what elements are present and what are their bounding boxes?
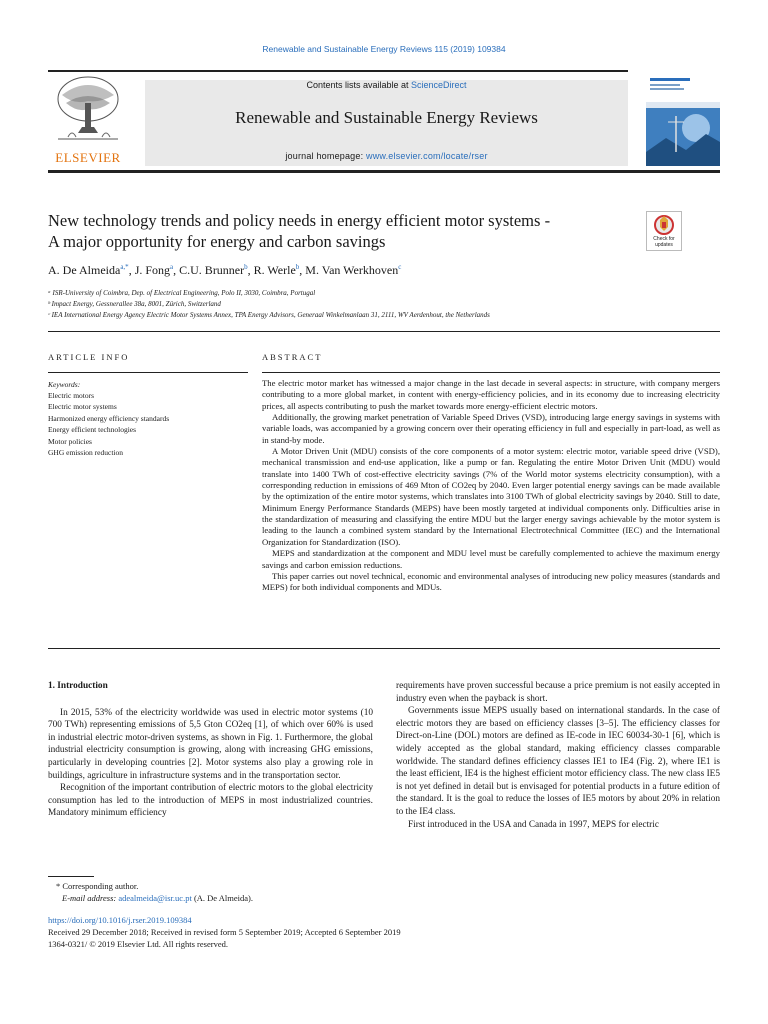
crossmark-label: Check for updates bbox=[653, 236, 675, 248]
footnote-rule bbox=[48, 876, 94, 877]
journal-reference-link[interactable]: Renewable and Sustainable Energy Reviews 115 (2019) 109384 bbox=[262, 44, 506, 54]
sciencedirect-link[interactable]: ScienceDirect bbox=[411, 80, 467, 90]
doi-link[interactable]: https://doi.org/10.1016/j.rser.2019.109384 bbox=[48, 915, 192, 925]
article-info-rule bbox=[48, 372, 248, 373]
abstract-paragraph: Additionally, the growing market penetration of Variable Speed Drives (VSD), introducing large energy savings in systems with variable loads, was accompanied by a growing concern over their operating efficiency in full and especially in part-load, as well as in stand-by mode. bbox=[262, 412, 720, 445]
article-title-line-2: A major opportunity for energy and carbon savings bbox=[48, 232, 386, 251]
corresponding-author-note: * Corresponding author. bbox=[56, 881, 139, 891]
introduction-heading: 1. Introduction bbox=[48, 681, 108, 691]
keywords-list bbox=[48, 390, 169, 458]
abstract-body bbox=[262, 378, 720, 594]
keyword: Harmonized energy efficiency standards bbox=[48, 413, 170, 423]
body-paragraph: Governments issue MEPS usually based on international standards. In the case of electric motors they are based on efficiency classes [3–5]. The efficiency classes for Direct-on-Line (DOL) motors are defined as IE-code in IEC 60034-30-1 [6], which is widely accepted as the global standard, making efficiency classes comparable worldwide. The standard defines efficiency classes IE1 to IE4 (Fig. 2), where IE1 is the least efficient, IE4 is the highest efficient motor efficiency class. The new class IE5 is not yet defined in detail but is envisaged for potential products in a future edition of the standard. It is the goal to reduce the losses of IE5 motors by about 20% in relation to the IE4 class. bbox=[396, 706, 720, 817]
body-paragraph: In 2015, 53% of the electricity worldwide was used in electric motor systems (10 700 TWh) representing emissions of 5,5 Gton CO2eq [1], of which over 60% is used in industrial electric motor-driven systems, as shown in Fig. 1. Furthermore, the global industrial electricity consumption is growing, along with increasing GHG emissions, particularly in developing countries [2]. Motor systems also play a growing role in buildings, agriculture in infrastructure systems and in the transportation sector. bbox=[48, 707, 373, 781]
crossmark-icon[interactable] bbox=[646, 211, 682, 251]
author[interactable]: J. Fong$^a$ bbox=[134, 263, 174, 277]
contents-line bbox=[145, 80, 628, 90]
body-paragraph: requirements have proven successful because a price premium is not easily accepted in industry even when the payback is short. bbox=[396, 681, 720, 704]
author[interactable]: R. Werle$^b$ bbox=[253, 263, 300, 277]
keyword: Energy efficient technologies bbox=[48, 425, 137, 435]
abstract-rule bbox=[262, 372, 720, 373]
body-paragraph: First introduced in the USA and Canada in 1997, MEPS for electric bbox=[408, 819, 659, 830]
homepage-line bbox=[145, 151, 628, 161]
article-title-line-1: New technology trends and policy needs in energy efficient motor systems - bbox=[48, 211, 551, 230]
contents-prefix: Contents lists available at bbox=[306, 80, 412, 90]
body-rule bbox=[48, 648, 720, 649]
abstract-heading: ABSTRACT bbox=[262, 352, 323, 362]
abstract-paragraph: The electric motor market has witnessed a major change in the last decade in several aspects: in structure, with company mergers contributing to a more global market, in content with energy-efficiency policies, and in its economy due to increasing electricity prices, all aspects contributing to push the market towards more energy-efficient electric motors. bbox=[262, 378, 720, 411]
keywords-label: Keywords: bbox=[48, 380, 81, 389]
affiliation: ᵃ ISR-University of Coimbra, Dep. of Electrical Engineering, Polo II, 3030, Coimbra, Portugal bbox=[48, 289, 316, 297]
homepage-prefix: journal homepage: bbox=[285, 151, 366, 161]
abstract-paragraph: A Motor Driven Unit (MDU) consists of the core components of a motor system: electric motor, variable speed drive (VSD), mechanical transmission and end-use application, like a pump or fan. Regulating the entire Motor Driven Unit (MDU) would translate into 1400 TWh of cost-effective electricity savings (7% of the World motor systems electricity consumption), with a corresponding reduction in emissions of 469 Mton of CO2eq by 2040. Even larger potential energy savings can be made available by the optimization of the entire motor systems, which translates into 3100 TWh of global electricity savings by 2040. Still to date, Minimum Energy Performance Standards (MEPS) have been mostly targeted at individual components only. Difficulties arise in the standardization of measuring and classifying the entire MDU but the larger energy savings achievable by the motor system is leading to the launch a combined system standard by the International Electrotechnical Committee (IEC) and the International Organization for Standardization (ISO). bbox=[262, 446, 720, 547]
keyword: GHG emission reduction bbox=[48, 448, 123, 458]
article-title bbox=[48, 210, 638, 252]
abstract-paragraph: MEPS and standardization at the component and MDU level must be carefully complemented to achieve the maximum energy savings and carbon emission reductions. bbox=[262, 548, 720, 570]
author[interactable]: M. Van Werkhoven$^c$ bbox=[305, 263, 402, 277]
copyright-line: 1364-0321/ © 2019 Elsevier Ltd. All rights reserved. bbox=[48, 939, 228, 949]
body-paragraph: Recognition of the important contribution of electric motors to the global electricity consumption has led to the introduction of MEPS in most industrialized countries. Mandatory minimum efficiency bbox=[48, 783, 373, 819]
footnote bbox=[48, 880, 253, 904]
received-dates: Received 29 December 2018; Received in revised form 5 September 2019; Accepted 6 September 2019 bbox=[48, 927, 401, 937]
journal-cover-image[interactable] bbox=[646, 72, 720, 166]
journal-title: Renewable and Sustainable Energy Reviews bbox=[235, 108, 538, 127]
abstract-paragraph: This paper carries out novel technical, economic and environmental analyses of introducing new policy measures (standards and MEPS) for both individual components and MDUs. bbox=[262, 570, 720, 593]
keyword: Electric motor systems bbox=[48, 402, 117, 412]
author[interactable]: A. De Almeida$^{a,*}$ bbox=[48, 263, 129, 277]
article-metadata bbox=[48, 914, 401, 950]
header-rule bbox=[48, 70, 628, 72]
keyword: Electric motors bbox=[48, 391, 95, 400]
author-list: A. De Almeida$^{a,*}$, J. Fong$^a$, C.U. Brunner$^b$, R. Werle$^b$, M. Van Werkhoven$^c$ bbox=[48, 263, 402, 277]
header-thick-rule bbox=[48, 170, 720, 173]
section-rule bbox=[48, 331, 720, 332]
affiliation: ᵇ Impact Energy, Gessnerallee 38a, 8001, Zürich, Switzerland bbox=[48, 300, 221, 308]
author[interactable]: C.U. Brunner$^b$ bbox=[179, 263, 248, 277]
body-column-right bbox=[396, 680, 720, 831]
publisher-wordmark: ELSEVIER bbox=[55, 150, 121, 165]
article-info-heading: ARTICLE INFO bbox=[48, 352, 130, 362]
email-label: E-mail address: bbox=[62, 893, 119, 903]
affiliation: ᶜ IEA International Energy Agency Electric Motor Systems Annex, TPA Energy Advisors, Generaal Winkelmanlaan 31, 2111, WV Aerdenhout, the Netherlands bbox=[48, 311, 490, 319]
body-column-left bbox=[48, 680, 373, 820]
email-suffix: (A. De Almeida). bbox=[191, 893, 253, 903]
email-link[interactable]: adealmeida@isr.uc.pt bbox=[118, 893, 192, 903]
keyword: Motor policies bbox=[48, 436, 92, 446]
homepage-link[interactable]: www.elsevier.com/locate/rser bbox=[366, 151, 488, 161]
